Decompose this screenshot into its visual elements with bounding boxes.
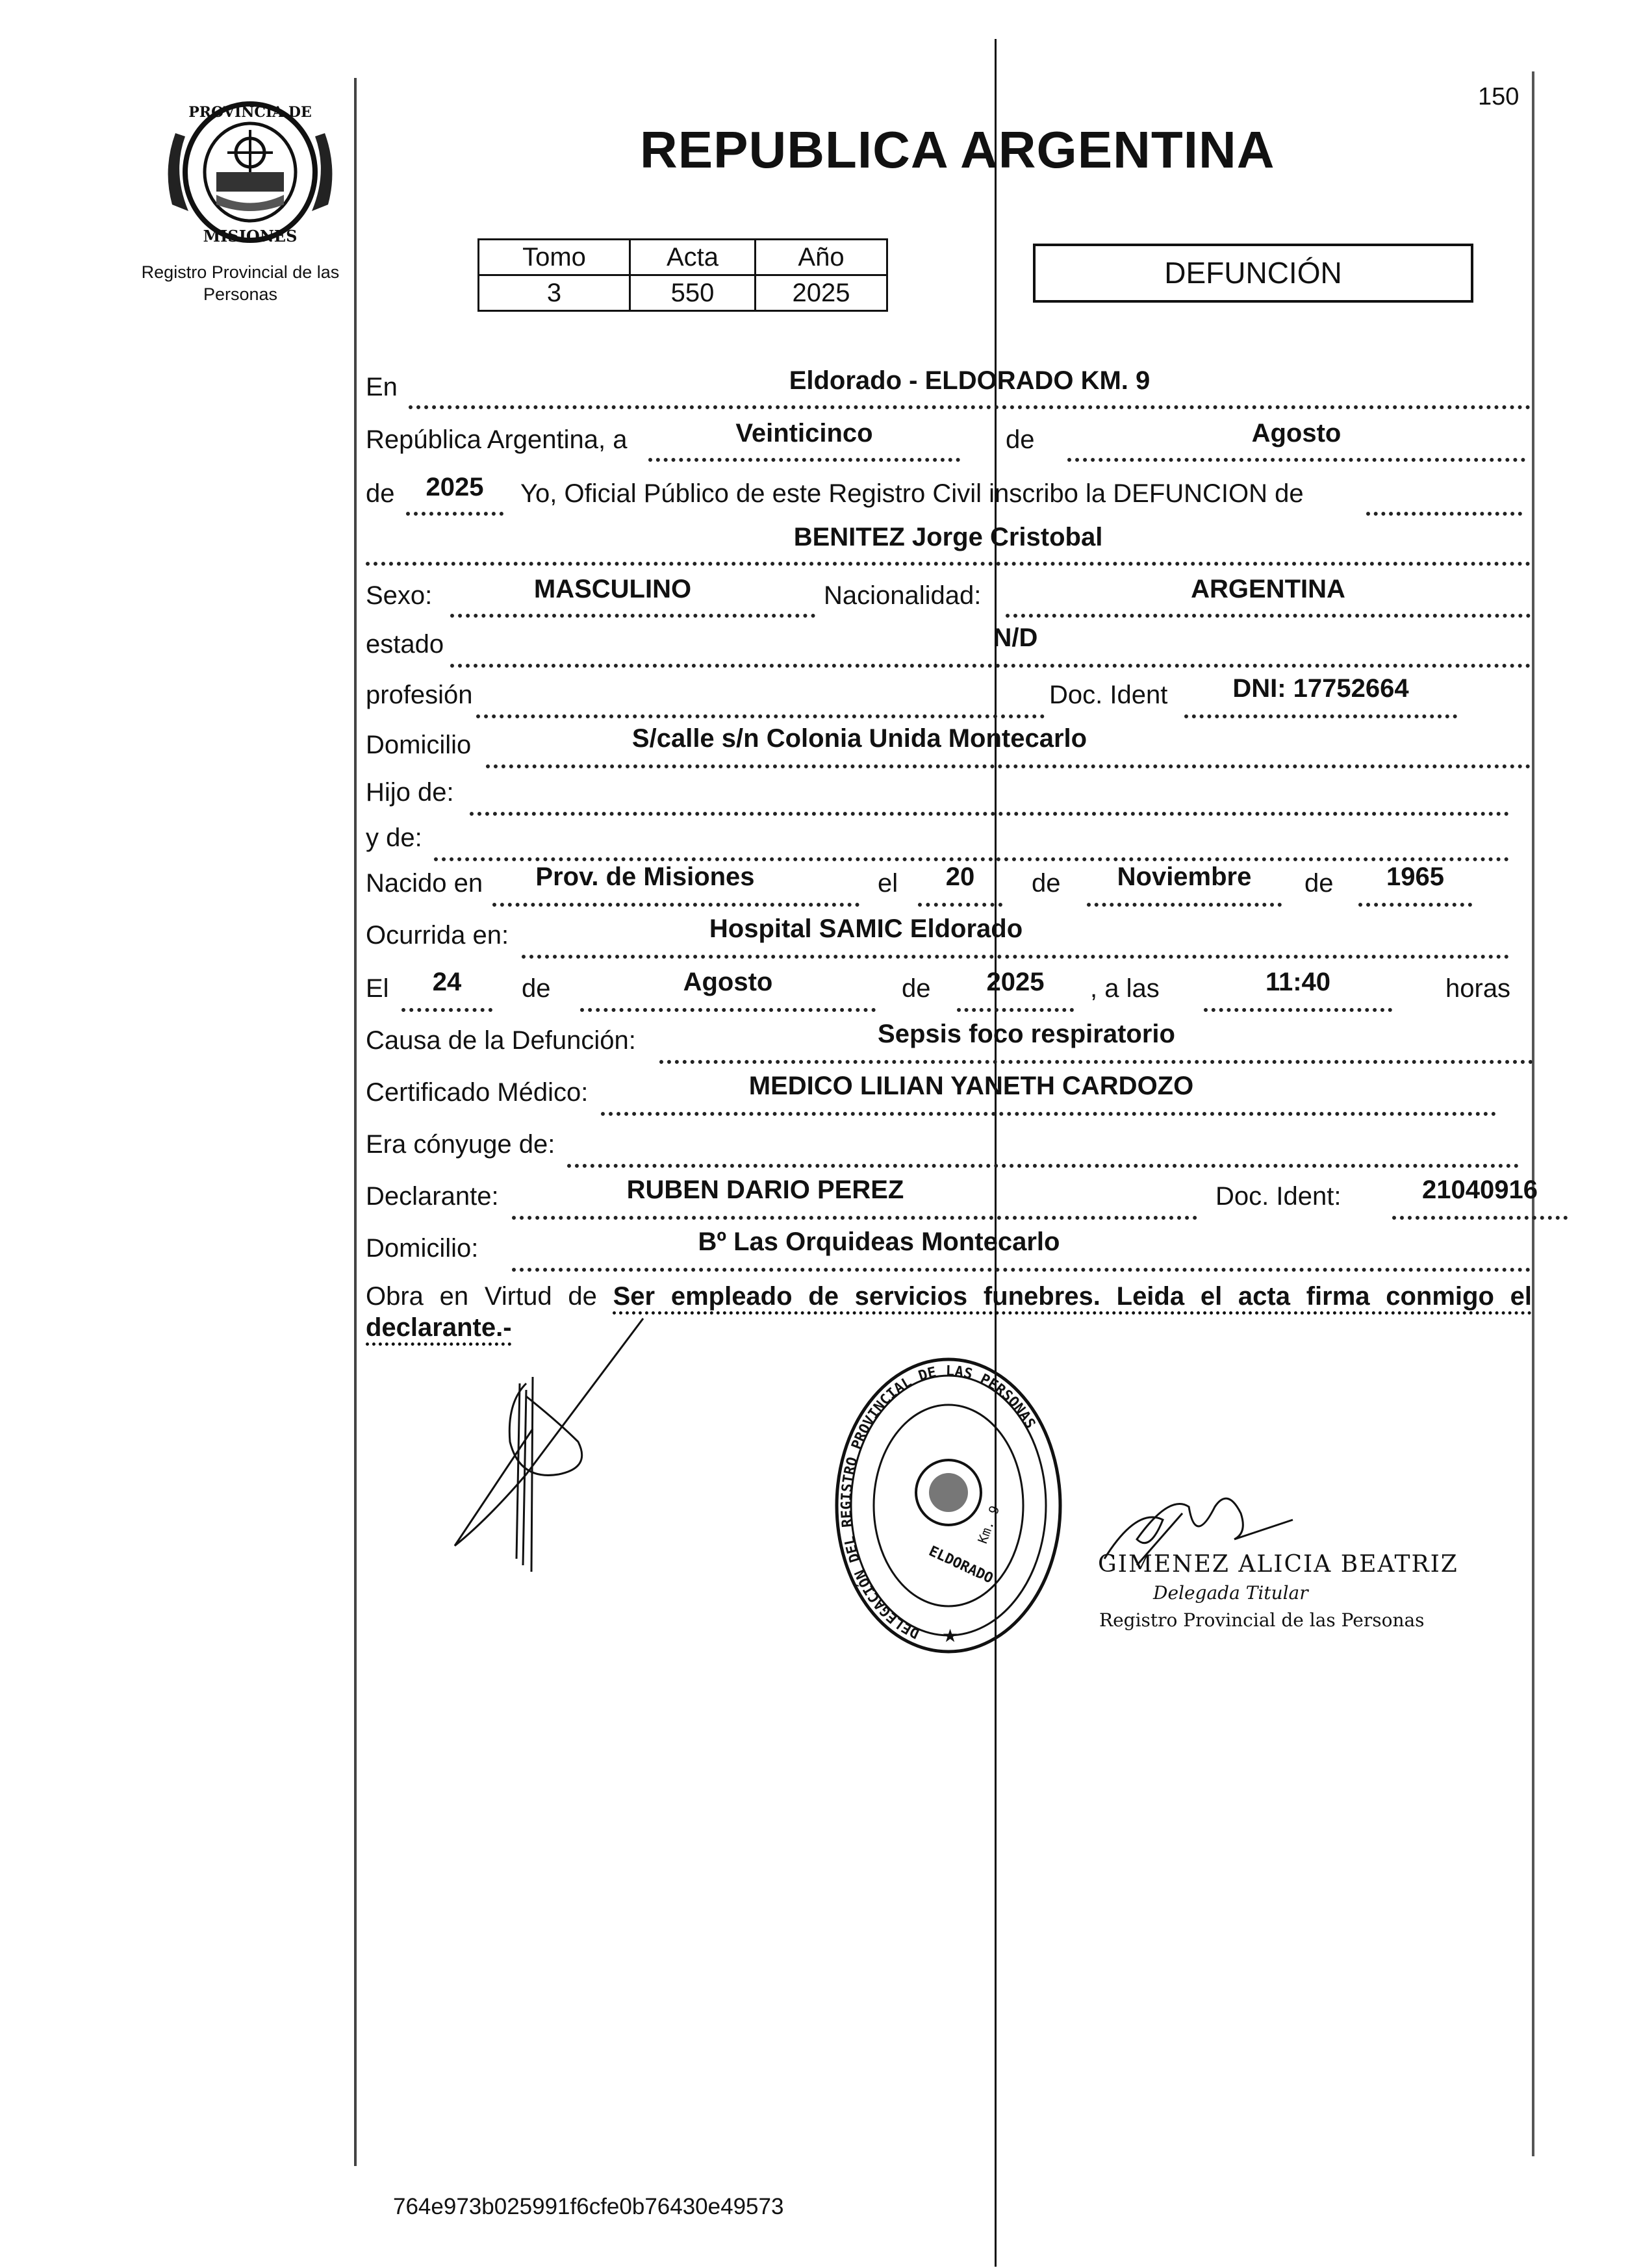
registry-acta-value: 550 bbox=[630, 275, 756, 311]
official-role: Delegada Titular bbox=[1153, 1582, 1308, 1604]
field-mes: Agosto bbox=[1251, 419, 1342, 447]
field-domicilio: S/calle s/n Colonia Unida Montecarlo bbox=[631, 724, 1087, 753]
field-obra-virtud: Ser empleado de servicios funebres. Leida el acta firma conmigo el declarante.- bbox=[366, 1282, 1532, 1342]
field-declarante-domicilio: Bº Las Orquideas Montecarlo bbox=[698, 1228, 1060, 1256]
label-causa: Causa de la Defunción: bbox=[366, 1026, 636, 1055]
label-de-mes: de bbox=[1006, 425, 1035, 454]
field-def-mes: Agosto bbox=[683, 968, 773, 996]
registry-header-tomo: Tomo bbox=[479, 240, 630, 275]
official-office: Registro Provincial de las Personas bbox=[1099, 1609, 1425, 1631]
registry-anio-value: 2025 bbox=[756, 275, 887, 311]
field-estado: N/D bbox=[993, 624, 1038, 652]
label-nacido-en: Nacido en bbox=[366, 869, 483, 898]
label-obra: Obra en Virtud de bbox=[366, 1282, 597, 1311]
stamp-star-icon: ★ bbox=[942, 1626, 959, 1646]
label-el-def: El bbox=[366, 974, 389, 1003]
act-type-box: DEFUNCIÓN bbox=[1033, 244, 1473, 303]
registry-tomo-value: 3 bbox=[479, 275, 630, 311]
right-margin-line bbox=[1532, 71, 1534, 2156]
label-de-nac-anio: de bbox=[1304, 869, 1334, 898]
label-ocurrida-en: Ocurrida en: bbox=[366, 921, 509, 950]
label-yo-oficial: Yo, Oficial Público de este Registro Civil inscribo la DEFUNCION de bbox=[520, 479, 1304, 508]
field-def-anio: 2025 bbox=[986, 968, 1045, 996]
registry-header-anio: Año bbox=[756, 240, 887, 275]
label-en: En bbox=[366, 373, 398, 401]
field-nacido-en: Prov. de Misiones bbox=[535, 863, 755, 891]
field-causa: Sepsis foco respiratorio bbox=[878, 1020, 1175, 1048]
label-republica: República Argentina, a bbox=[366, 425, 628, 454]
label-doc-ident-declarante: Doc. Ident: bbox=[1215, 1182, 1342, 1211]
label-de-def-anio: de bbox=[902, 974, 931, 1003]
field-def-hora: 11:40 bbox=[1265, 968, 1331, 996]
stamp-ring-text: DELEGACIÓN DEL REGISTRO PROVINCIAL DE LAS PERSONAS bbox=[839, 1363, 1039, 1641]
field-documento: DNI: 17752664 bbox=[1232, 674, 1409, 703]
label-certificado: Certificado Médico: bbox=[366, 1078, 589, 1107]
registry-table bbox=[477, 238, 888, 312]
field-nac-mes: Noviembre bbox=[1117, 863, 1252, 891]
seal-label-top: PROVINCIA DE bbox=[188, 104, 312, 121]
registry-header-row bbox=[479, 240, 887, 275]
stamp-city: ELDORADO bbox=[926, 1543, 996, 1587]
label-nacionalidad: Nacionalidad: bbox=[824, 581, 982, 610]
field-sexo: MASCULINO bbox=[533, 575, 692, 603]
document-title: REPUBLICA ARGENTINA bbox=[640, 121, 1275, 179]
declarant-signature bbox=[429, 1312, 663, 1585]
label-el-nac: el bbox=[878, 869, 898, 898]
label-de-anio: de bbox=[366, 479, 395, 508]
label-conyuge: Era cónyuge de: bbox=[366, 1130, 555, 1159]
field-lugar: Eldorado - ELDORADO KM. 9 bbox=[789, 366, 1151, 395]
official-name: GIMENEZ ALICIA BEATRIZ bbox=[1098, 1551, 1458, 1578]
label-domicilio-declarante: Domicilio: bbox=[366, 1234, 479, 1263]
field-nac-dia: 20 bbox=[945, 863, 975, 891]
field-certificado: MEDICO LILIAN YANETH CARDOZO bbox=[748, 1072, 1194, 1100]
label-estado: estado bbox=[366, 630, 444, 659]
province-seal-logo bbox=[159, 97, 341, 253]
field-dia-letras: Veinticinco bbox=[735, 419, 873, 447]
label-de-nac-mes: de bbox=[1032, 869, 1061, 898]
field-declarante-doc: 21040916 bbox=[1422, 1176, 1538, 1204]
document-hash: 764e973b025991f6cfe0b76430e49573 bbox=[393, 2194, 784, 2219]
registry-value-row bbox=[479, 275, 887, 311]
label-sexo: Sexo: bbox=[366, 581, 433, 610]
label-domicilio: Domicilio bbox=[366, 731, 472, 759]
label-a-las: , a las bbox=[1090, 974, 1160, 1003]
field-anio: 2025 bbox=[426, 473, 484, 501]
label-horas: horas bbox=[1445, 974, 1511, 1003]
label-doc-ident: Doc. Ident bbox=[1049, 681, 1168, 709]
org-name: Registro Provincial de las Personas bbox=[141, 262, 340, 304]
seal-label-bottom: MISIONES bbox=[203, 227, 298, 246]
label-profesion: profesión bbox=[366, 681, 473, 709]
field-nombre: BENITEZ Jorge Cristobal bbox=[793, 523, 1103, 551]
stamp-km: Km. 9 bbox=[974, 1503, 1003, 1546]
field-nac-anio: 1965 bbox=[1386, 863, 1444, 891]
registry-stamp bbox=[832, 1350, 1065, 1674]
left-margin-line bbox=[354, 78, 357, 2166]
registry-header-acta: Acta bbox=[630, 240, 756, 275]
field-def-dia: 24 bbox=[432, 968, 462, 996]
field-ocurrida-en: Hospital SAMIC Eldorado bbox=[709, 914, 1023, 943]
label-hijo-de: Hijo de: bbox=[366, 778, 454, 807]
field-declarante: RUBEN DARIO PEREZ bbox=[626, 1176, 904, 1204]
label-y-de: y de: bbox=[366, 824, 422, 852]
page-number: 150 bbox=[1478, 83, 1520, 110]
label-de-def-mes: de bbox=[522, 974, 551, 1003]
field-nacionalidad: ARGENTINA bbox=[1191, 575, 1345, 603]
label-declarante: Declarante: bbox=[366, 1182, 499, 1211]
